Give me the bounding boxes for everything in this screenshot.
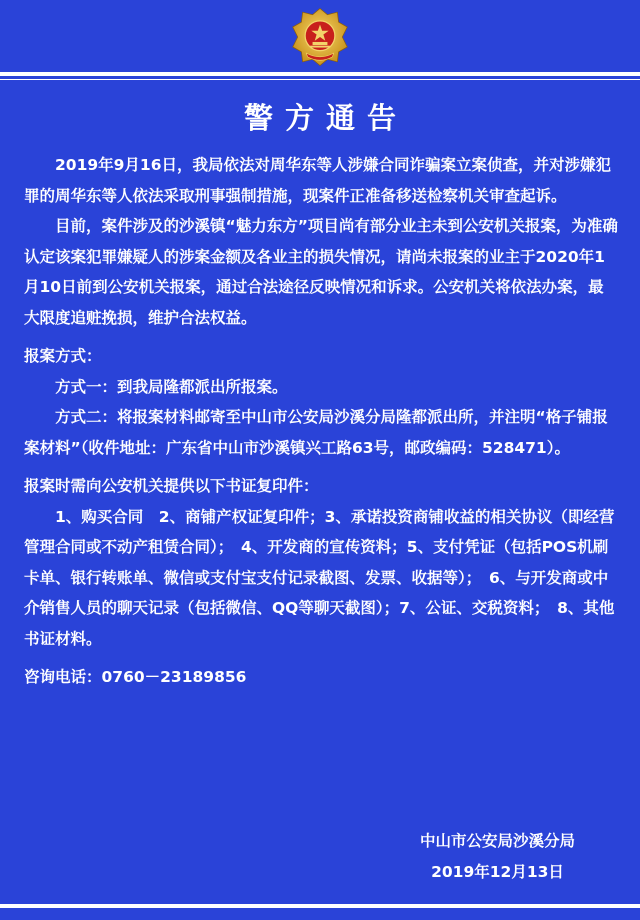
consult-phone: 咨询电话：0760－23189856 (24, 668, 247, 686)
header-divider-thick (0, 72, 640, 76)
report-method-1: 方式一：到我局隆都派出所报案。 (55, 377, 288, 396)
documents-heading: 报案时需向公安机关提供以下书证复印件： (24, 477, 319, 495)
issuer-name: 中山市公安局沙溪分局 (420, 832, 576, 850)
header-divider-thin (0, 79, 640, 80)
notice-title: 警方通告 (243, 101, 408, 135)
paragraph-case-filed: 2019年9月16日，我局依法对周华东等人涉嫌合同诈骗案立案侦查，并对涉嫌犯罪的周华东等人依法采取刑事强制措施，现案件正准备移送检察机关审查起诉。 (24, 156, 611, 205)
emblem-area (0, 0, 640, 74)
report-method-2: 方式二：将报案材料邮寄至中山市公安局沙溪分局隆都派出所，并注明“格子铺报案材料”（收件地址：广东省中山市沙溪镇兴工路63号，邮政编码：528471）。 (24, 408, 608, 457)
issue-date: 2019年12月13日 (431, 863, 564, 881)
signature-block (420, 826, 575, 888)
footer-divider (0, 904, 640, 908)
notice-body (24, 150, 618, 693)
police-emblem-icon (289, 6, 351, 68)
report-methods-heading: 报案方式： (24, 347, 102, 365)
documents-list: 1、购买合同 2、商铺产权证复印件；3、承诺投资商铺收益的相关协议（即经营管理合同或不动产租赁合同）； 4、开发商的宣传资料；5、支付凭证（包括POS机刷卡单、银行转账单、微信或支付宝支付记录截图、发票、收据等）； 6、与开发商或中介销售人员的聊天记录（包括微信、QQ等聊天截图）；7、公证、交税资料； 8、其他书证材料。 (24, 507, 615, 648)
paragraph-report-request: 目前，案件涉及的沙溪镇“魅力东方”项目尚有部分业主未到公安机关报案，为准确认定该案犯罪嫌疑人的涉案金额及各业主的损失情况，请尚未报案的业主于2020年1月10日前到公安机关报案，通过合法途径反映情况和诉求。公安机关将依法办案，最大限度追赃挽损，维护合法权益。 (24, 217, 618, 327)
